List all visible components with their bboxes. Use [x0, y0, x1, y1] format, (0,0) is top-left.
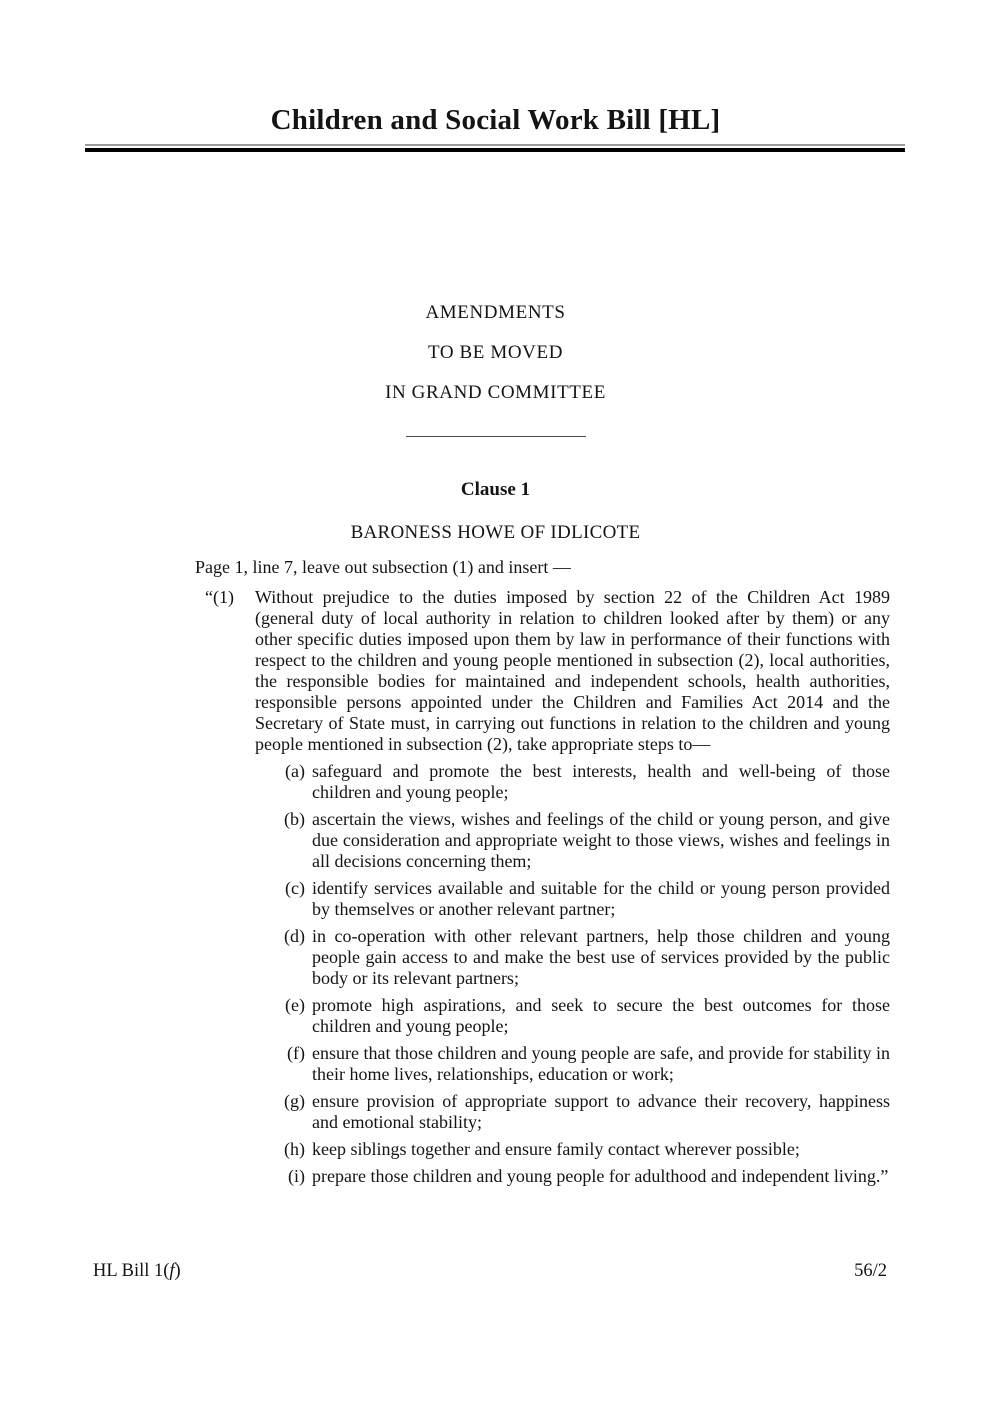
sub-paragraph-label: (d) [284, 926, 305, 946]
amendment-sub-paragraph [195, 926, 890, 989]
subsection-text: Without prejudice to the duties imposed by section 22 of the Children Act 1989 (general duty of local authority in relation to children looked after by them) or any other specific duties imposed upon them by law in performance of their functions with respect to the children and young people mentioned in subsection (2), local authorities, the responsible bodies for maintained and independent schools, health authorities, responsible persons appointed under the Children and Families Act 2014 and the Secretary of State must, in carrying out functions in relation to the children and young people mentioned in subsection (2), take appropriate steps to— [255, 587, 890, 754]
amendment-sub-paragraph [195, 1043, 890, 1085]
amendment-sub-paragraph [195, 995, 890, 1037]
heading-line-in-grand-committee: IN GRAND COMMITTEE [385, 382, 606, 403]
mover-name: BARONESS HOWE OF IDLICOTE [350, 522, 641, 543]
section-divider [406, 436, 586, 437]
amendment-sub-paragraph [195, 1139, 890, 1160]
sub-paragraph-text: ascertain the views, wishes and feelings of the child or young person, and give due consideration and appropriate weight to those views, wishes and feelings in all decisions concerning them; [312, 809, 890, 871]
sub-paragraph-text: in co-operation with other relevant partners, help those children and young people gain access to and make the best use of services provided by the public body or its relevant partners; [312, 926, 890, 988]
heading-line-amendments: AMENDMENTS [425, 302, 566, 323]
sub-paragraph-text: keep siblings together and ensure family contact wherever possible; [312, 1139, 800, 1159]
subsection-number: “(1) [205, 587, 234, 607]
amendment-sub-paragraph [195, 878, 890, 920]
sub-paragraph-text: ensure provision of appropriate support to advance their recovery, happiness and emotional stability; [312, 1091, 890, 1132]
sub-paragraph-label: (g) [284, 1091, 305, 1111]
amendment-body [195, 557, 890, 1187]
page-footer [93, 1261, 887, 1282]
title-rule [85, 144, 905, 152]
sub-paragraph-label: (e) [285, 995, 305, 1015]
sub-paragraph-text: identify services available and suitable for the child or young person provided by themselves or another relevant partner; [312, 878, 890, 919]
heading-line-to-be-moved: TO BE MOVED [427, 342, 564, 363]
amendment-sub-paragraph [195, 809, 890, 872]
ceremonial-heading [0, 302, 991, 437]
sub-paragraph-label: (a) [285, 761, 305, 781]
sub-paragraph-text: promote high aspirations, and seek to secure the best outcomes for those children and young people; [312, 995, 890, 1036]
page-number: 56/2 [854, 1261, 887, 1281]
bill-reference: HL Bill 1(f) [93, 1261, 181, 1281]
sub-paragraph-text: prepare those children and young people for adulthood and independent living.” [312, 1166, 889, 1186]
sub-paragraph-label: (c) [285, 878, 305, 898]
amendment-sub-paragraph [195, 1166, 890, 1187]
sub-paragraph-label: (i) [288, 1166, 305, 1186]
sub-paragraph-list [195, 761, 890, 1187]
sub-paragraph-label: (b) [284, 809, 305, 829]
amendment-instruction: Page 1, line 7, leave out subsection (1) and insert — [195, 557, 571, 577]
sub-paragraph-text: ensure that those children and young people are safe, and provide for stability in their home lives, relationships, education or work; [312, 1043, 890, 1084]
amendment-sub-paragraph [195, 1091, 890, 1133]
amendment-sub-paragraph [195, 761, 890, 803]
sub-paragraph-label: (h) [284, 1139, 305, 1159]
sub-paragraph-text: safeguard and promote the best interests, health and well-being of those children and young people; [312, 761, 890, 802]
clause-heading: Clause 1 [460, 479, 531, 500]
page-title: Children and Social Work Bill [HL] [270, 104, 721, 136]
amendment-subsection-1 [195, 587, 890, 755]
sub-paragraph-label: (f) [287, 1043, 305, 1063]
